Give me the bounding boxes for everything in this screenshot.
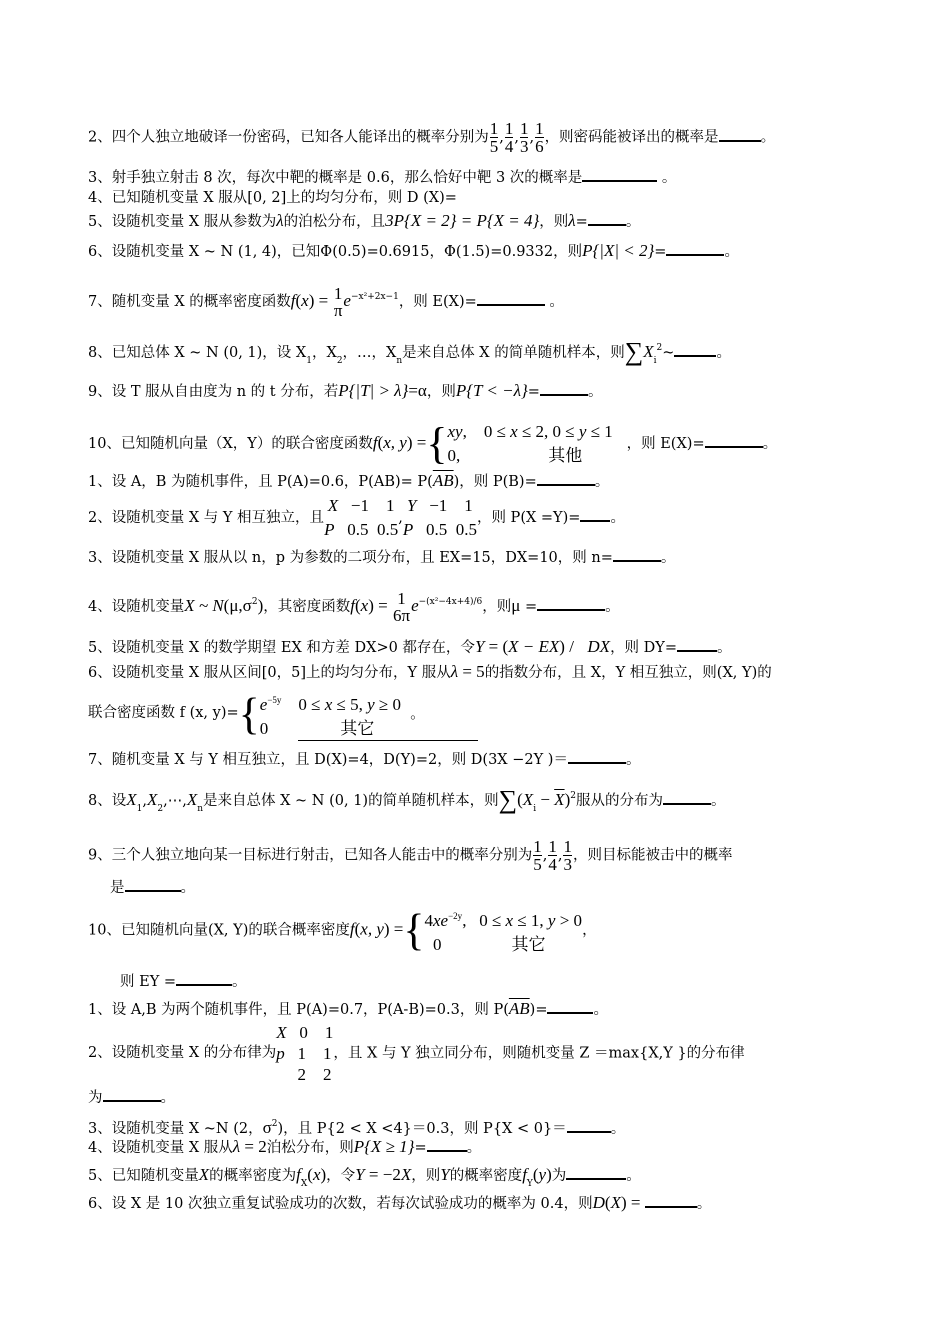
s3-question-2: 2、设随机变量 X 的分布律为X 0 1 p 1 1 2 2，且 X 与 Y 独立同分布，则随机变量 Z ＝max{X,Y }的分布律: [88, 1023, 745, 1084]
s2-question-4: 4、设随机变量X ~ $N(\mu,\sigma^2)$，其密度函数f(x) = 1 6π $e^{-(x^2-4x+4)/6}$，则μ = 。: [88, 589, 620, 625]
answer-blank[interactable]: [677, 636, 717, 652]
answer-blank[interactable]: [645, 1192, 697, 1208]
answer-blank[interactable]: [582, 166, 657, 182]
s2-question-2: 2、设随机变量 X 与 Y 相互独立，且X −1 1 P 0.5 0.5,Y −1 1 P 0.5 0.5，则 P(X =Y)= 。: [88, 496, 625, 539]
s1-question-2: 2、四个人独立地破译一份密码，已知各人能译出的概率分别为 $\frac{1}{5}$ , $\frac{1}{4}$ , $\frac{1}{3}$ , $\frac{1}{6}$ ，则密码能被译出的概率是 。: [88, 119, 776, 156]
answer-blank[interactable]: [613, 546, 661, 562]
s1-question-10: 10、已知随机向量（X，Y）的联合密度函数f(x, y) ={xy, 0 ≤ x ≤ 2, 0 ≤ y ≤ 1 0, 其他 ，则 E(X)= 。: [88, 419, 778, 468]
answer-blank[interactable]: [566, 1164, 626, 1180]
s2-question-5: 5、设随机变量 X 的数学期望 EX 和方差 DX>0 都存在，令Y = (X − EX) / DX，则 DY= 。: [88, 637, 732, 656]
s3-question-4: 4、设随机变量 X 服从λ = 2泊松分布，则P{X ≥ 1}= 。: [88, 1137, 482, 1156]
answer-blank[interactable]: [674, 341, 716, 357]
s1-question-8: 8、已知总体 X ~ N (0, 1)，设 $X_1$，$X_2$，…，$X_n$是来自总体 X 的简单随机样本，则$\sum X_i^2\sim$ 。: [88, 337, 731, 366]
s2-question-1: 1、设 A，B 为随机事件，且 P(A)=0.6，$P(AB)= P(\overline{AB})$，则 P(B)= 。: [88, 471, 610, 490]
answer-blank[interactable]: [719, 126, 761, 142]
s1-question-3: 3、射手独立射击 8 次，每次中靶的概率是 0.6，那么恰好中靶 3 次的概率是 。: [88, 166, 878, 188]
answer-blank[interactable]: [103, 1086, 161, 1102]
answer-blank[interactable]: [588, 210, 626, 226]
s2-question-9-line2: 是 。: [110, 876, 900, 898]
answer-blank[interactable]: [427, 1136, 467, 1152]
s2-question-6-line2: 联合密度函数 f (x, $y)=\{e^{-5y}$ 0 ≤ x ≤ 5, y ≥ 0 0 其它 。: [88, 689, 425, 739]
answer-blank[interactable]: [568, 748, 626, 764]
s1-question-5: 5、设随机变量 X 服从参数为λ的泊松分布，且3P{X = 2} = P{X = 4}，则λ= 。: [88, 211, 641, 230]
s1-question-7: 7、随机变量 X 的概率密度函数f(x) = 1 π $e^{-x^2+2x-1}$，则 E(X)= 。: [88, 284, 564, 320]
s2-question-6-line1: 6、设随机变量 X 服从区间[0，5]上的均匀分布，Y 服从λ = 5的指数分布，且 X，Y 相互独立，则(X, Y)的: [88, 662, 772, 681]
answer-blank[interactable]: [547, 998, 593, 1014]
answer-blank[interactable]: [125, 876, 181, 892]
answer-blank[interactable]: [567, 1117, 611, 1133]
s3-question-3: 3、设随机变量 X ~N (2，$\sigma^2$)，且 P{2 < X <4}＝0.3，则 P{X < 0}＝ 。: [88, 1118, 626, 1137]
answer-blank[interactable]: [477, 290, 545, 306]
answer-blank[interactable]: [705, 432, 763, 448]
s1-question-9: 9、设 T 服从自由度为 n 的 t 分布，若P{|T| > λ}=α，则P{T < −λ}= 。: [88, 381, 603, 400]
answer-blank[interactable]: [537, 595, 605, 611]
s2-question-7: 7、随机变量 X 与 Y 相互独立，且 D(X)=4，D(Y)=2，则 D(3X −2Y )＝ 。: [88, 748, 878, 770]
s2-question-9: 9、三个人独立地向某一目标进行射击，已知各人能击中的概率分别为 $\frac{1}{5}$ , $\frac{1}{4}$ , $\frac{1}{3}$ ，则目标能被击中的概率: [88, 837, 733, 874]
s2-question-10: 10、已知随机向量(X, Y)的联合概率密度f(x, $y) =\{4xe^{-2y}$, 0 ≤ x ≤ 1, y > 0 0 其它，: [88, 905, 597, 955]
s3-question-2-line2: 为 。: [88, 1086, 878, 1108]
s2-question-3: 3、设随机变量 X 服从以 n，p 为参数的二项分布，且 EX=15，DX=10，则 n= 。: [88, 546, 878, 568]
answer-blank[interactable]: [580, 506, 610, 522]
answer-blank[interactable]: [537, 470, 595, 486]
answer-blank[interactable]: [663, 789, 711, 805]
s1-question-6: 6、设随机变量 X ~ N (1, 4)，已知Φ(0.5)=0.6915，Φ(1.5)=0.9332，则P{|X| < 2}= 。: [88, 241, 739, 260]
answer-blank[interactable]: [176, 970, 232, 986]
s1-question-4: 4、已知随机变量 X 服从[0, 2]上的均匀分布，则 D (X)=: [88, 190, 457, 206]
s2-question-8: 8、设$X_1,X_2,\cdots,X_n$是来自总体 X ~ N (0, 1)的简单随机样本，则$\sum(X_i - \overline{X})^2$服从的分布为 。: [88, 785, 726, 814]
divider-line: [298, 740, 478, 741]
s2-question-10-line2: 则 EY = 。: [120, 970, 910, 992]
s3-question-5: 5、已知随机变量X的概率密度为$f_X(x)$，令Y = −2X，则Y的概率密度$f_Y(y)$为 。: [88, 1165, 641, 1189]
answer-blank[interactable]: [540, 380, 588, 396]
s3-question-6: 6、设 X 是 10 次独立重复试验成功的次数，若每次试验成功的概率为 0.4，则D(X) = 。: [88, 1193, 712, 1212]
answer-blank[interactable]: [666, 240, 724, 256]
s3-question-1: 1、设 A,B 为两个随机事件，且 P(A)=0.7，P(A-B)=0.3，则 $P(\overline{AB})=$ 。: [88, 999, 608, 1018]
